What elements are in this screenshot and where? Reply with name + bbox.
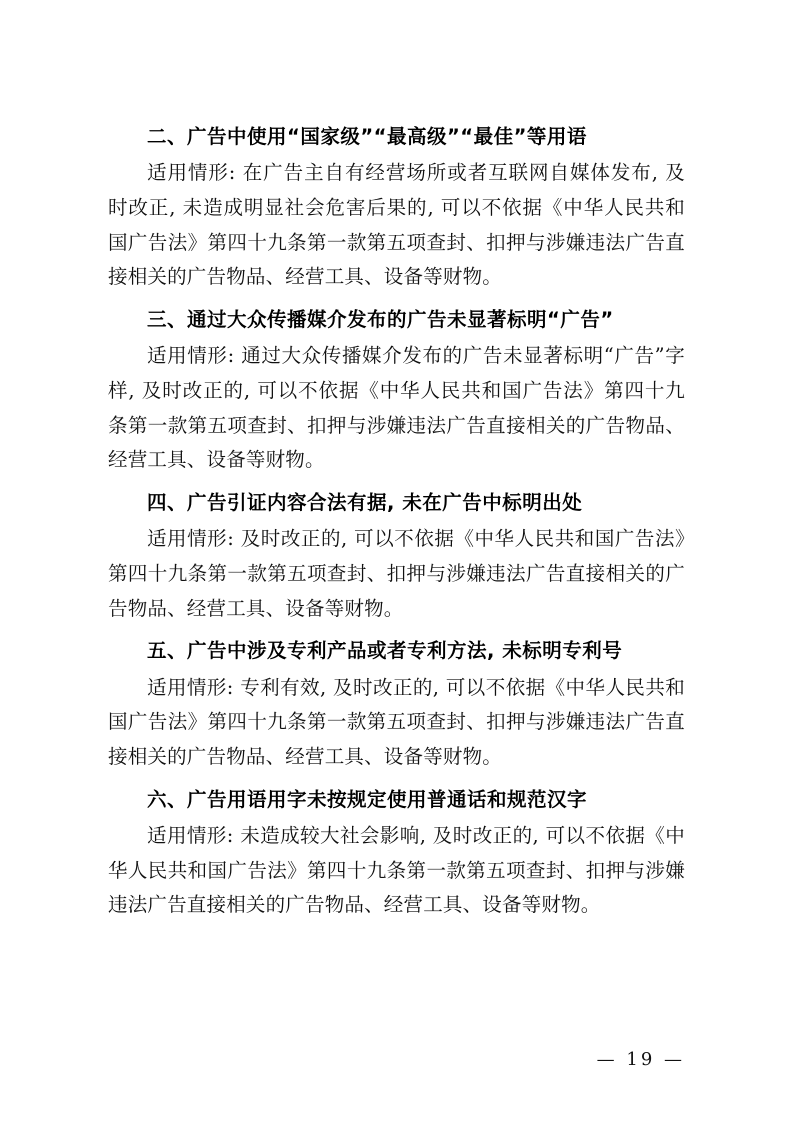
document-section xyxy=(108,636,685,774)
section-heading: 三、通过大众传播媒介发布的广告未显著标明“广告” xyxy=(147,308,614,332)
section-heading: 四、广告引证内容合法有据, 未在广告中标明出处 xyxy=(147,491,583,515)
document-section xyxy=(108,785,685,923)
document-body xyxy=(108,122,685,923)
document-section xyxy=(108,488,685,626)
section-heading: 五、广告中涉及专利产品或者专利方法, 未标明专利号 xyxy=(147,639,623,663)
section-paragraph: 适用情形: 及时改正的, 可以不依据《中华人民共和国广告法》第四十九条第一款第五项查封、扣押与涉嫌违法广告直接相关的广告物品、经营工具、设备等财物。 xyxy=(108,527,685,620)
section-heading: 六、广告用语用字未按规定使用普通话和规范汉字 xyxy=(147,787,588,811)
section-paragraph: 适用情形: 专利有效, 及时改正的, 可以不依据《中华人民共和国广告法》第四十九条第一款第五项查封、扣押与涉嫌违法广告直接相关的广告物品、经营工具、设备等财物。 xyxy=(108,675,685,769)
section-paragraph: 适用情形: 通过大众传播媒介发布的广告未显著标明“广告”字样, 及时改正的, 可以不依据《中华人民共和国广告法》第四十九条第一款第五项查封、扣押与涉嫌违法广告直接相关的广告物品、经营工具、设备等财物。 xyxy=(108,344,685,472)
section-paragraph: 适用情形: 在广告主自有经营场所或者互联网自媒体发布, 及时改正, 未造成明显社会危害后果的, 可以不依据《中华人民共和国广告法》第四十九条第一款第五项查封、扣押与涉嫌违法广告直接相关的广告物品、经营工具、设备等财物。 xyxy=(108,161,685,289)
section-paragraph: 适用情形: 未造成较大社会影响, 及时改正的, 可以不依据《中华人民共和国广告法》第四十九条第一款第五项查封、扣押与涉嫌违法广告直接相关的广告物品、经营工具、设备等财物。 xyxy=(108,823,685,917)
document-section xyxy=(108,305,685,478)
page-number: — 19 — xyxy=(596,1049,685,1070)
document-section xyxy=(108,122,685,295)
section-heading: 二、广告中使用“国家级”“最高级”“最佳”等用语 xyxy=(147,125,587,148)
